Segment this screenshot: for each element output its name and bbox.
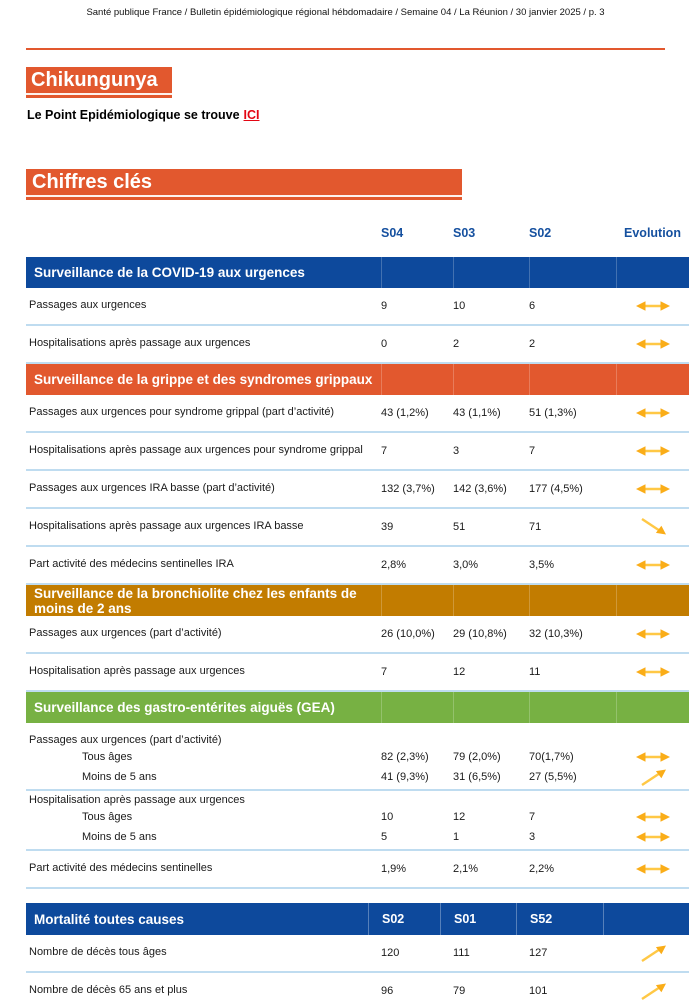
key-figures-table [26, 257, 689, 889]
trend-stable-icon [635, 751, 671, 763]
trend-stable-icon [635, 445, 671, 457]
value-cell: 9 [381, 300, 388, 312]
table-row [26, 433, 689, 471]
trend-stable-icon [635, 831, 671, 843]
value-cell: 132 (3,7%) [381, 483, 435, 495]
evolution-cell [616, 483, 689, 495]
value-cell: 32 (10,3%) [529, 628, 583, 640]
table-subrow [26, 807, 689, 827]
evolution-cell [616, 445, 689, 457]
value-cell: 111 [453, 947, 470, 959]
evolution-cell [616, 628, 689, 640]
col-header-evolution: Evolution [624, 226, 681, 240]
evolution-cell [616, 943, 689, 963]
table-subrow [26, 767, 689, 787]
row-label: Passages aux urgences IRA basse (part d’activité) [29, 482, 275, 495]
trend-stable-icon [635, 407, 671, 419]
value-cell: 1,9% [381, 863, 407, 875]
table-row [26, 471, 689, 509]
note-text: Le Point Epidémiologique se trouve [27, 108, 240, 122]
row-label: Passages aux urgences [29, 299, 147, 312]
evolution-cell [616, 407, 689, 419]
mort-col-s01: S01 [440, 903, 529, 935]
evolution-cell [616, 338, 689, 350]
evolution-cell [616, 666, 689, 678]
value-cell: 3 [529, 831, 536, 843]
table-row [26, 851, 689, 889]
row-label: Moins de 5 ans [82, 831, 157, 843]
table-subrow [26, 827, 689, 847]
table-row [26, 326, 689, 364]
chiffres-cles-title: Chiffres clés [26, 169, 462, 200]
value-cell: 101 [529, 985, 548, 997]
evolution-cell [616, 517, 689, 537]
row-label: Hospitalisations après passage aux urgences pour syndrome grippal [29, 444, 363, 457]
column-header-row [26, 226, 689, 240]
row-label: Passages aux urgences pour syndrome grippal (part d’activité) [29, 406, 335, 419]
trend-up-icon [639, 981, 667, 1000]
value-cell: 177 (4,5%) [529, 483, 583, 495]
evolution-cell [616, 831, 689, 843]
value-cell: 7 [381, 445, 388, 457]
value-cell: 79 (2,0%) [453, 751, 501, 763]
mortality-table [26, 903, 689, 1000]
value-cell: 41 (9,3%) [381, 771, 429, 783]
table-row [26, 509, 689, 547]
value-cell: 0 [381, 338, 388, 350]
table-row [26, 395, 689, 433]
value-cell: 43 (1,1%) [453, 407, 501, 419]
row-group [26, 731, 689, 791]
trend-stable-icon [635, 338, 671, 350]
value-cell: 3,0% [453, 559, 479, 571]
evolution-cell [616, 767, 689, 787]
value-cell: 5 [381, 831, 388, 843]
col-header-s03: S03 [453, 226, 476, 240]
trend-stable-icon [635, 559, 671, 571]
group-label: Passages aux urgences (part d’activité) [29, 734, 222, 746]
section-header [26, 257, 689, 288]
section-title: Surveillance de la grippe et des syndromes grippaux [34, 372, 373, 387]
evolution-cell [616, 559, 689, 571]
value-cell: 70(1,7%) [529, 751, 574, 763]
trend-stable-icon [635, 483, 671, 495]
value-cell: 2,2% [529, 863, 555, 875]
value-cell: 12 [453, 666, 466, 678]
table-row [26, 654, 689, 692]
value-cell: 79 [453, 985, 466, 997]
ici-link[interactable]: ICI [243, 108, 260, 122]
orange-divider [26, 48, 665, 50]
value-cell: 127 [529, 947, 548, 959]
table-row [26, 616, 689, 654]
value-cell: 12 [453, 811, 466, 823]
evolution-cell [616, 300, 689, 312]
trend-stable-icon [635, 628, 671, 640]
trend-stable-icon [635, 300, 671, 312]
section-title: Surveillance de la bronchiolite chez les enfants de moins de 2 ans [34, 585, 357, 616]
trend-stable-icon [635, 863, 671, 875]
row-label: Hospitalisations après passage aux urgences [29, 337, 251, 350]
value-cell: 11 [529, 666, 541, 678]
value-cell: 3,5% [529, 559, 555, 571]
value-cell: 10 [381, 811, 394, 823]
trend-up-icon [639, 767, 667, 787]
trend-up-icon [639, 943, 667, 963]
table-subrow [26, 747, 689, 767]
evolution-cell [616, 981, 689, 1000]
col-header-s02: S02 [529, 226, 552, 240]
row-group [26, 791, 689, 851]
value-cell: 6 [529, 300, 536, 312]
value-cell: 27 (5,5%) [529, 771, 577, 783]
value-cell: 71 [529, 521, 542, 533]
value-cell: 82 (2,3%) [381, 751, 429, 763]
mort-col-s52: S52 [516, 903, 616, 935]
value-cell: 10 [453, 300, 466, 312]
row-label: Part activité des médecins sentinelles IRA [29, 558, 234, 571]
section-header [26, 585, 689, 616]
section-title: Surveillance des gastro-entérites aiguës (GEA) [34, 700, 335, 715]
row-label: Tous âges [82, 811, 133, 823]
value-cell: 142 (3,6%) [453, 483, 507, 495]
value-cell: 2,1% [453, 863, 479, 875]
group-label: Hospitalisation après passage aux urgences [29, 794, 245, 806]
row-label: Nombre de décès tous âges [29, 946, 167, 959]
row-label: Tous âges [82, 751, 133, 763]
value-cell: 2 [529, 338, 536, 350]
row-label: Nombre de décès 65 ans et plus [29, 984, 188, 997]
value-cell: 1 [453, 831, 460, 843]
value-cell: 96 [381, 985, 394, 997]
value-cell: 51 (1,3%) [529, 407, 577, 419]
table-row [26, 973, 689, 1000]
trend-down-icon [639, 517, 667, 537]
value-cell: 51 [453, 521, 466, 533]
row-label: Passages aux urgences (part d’activité) [29, 627, 222, 640]
value-cell: 39 [381, 521, 394, 533]
value-cell: 120 [381, 947, 400, 959]
evolution-cell [616, 863, 689, 875]
trend-stable-icon [635, 666, 671, 678]
mortality-title: Mortalité toutes causes [34, 911, 185, 927]
table-row [26, 288, 689, 326]
mort-col-s02: S02 [368, 903, 453, 935]
value-cell: 7 [529, 811, 536, 823]
section-header [26, 364, 689, 395]
section-header [26, 692, 689, 723]
value-cell: 2 [453, 338, 460, 350]
value-cell: 3 [453, 445, 460, 457]
col-header-s04: S04 [381, 226, 404, 240]
value-cell: 29 (10,8%) [453, 628, 507, 640]
evolution-cell [616, 751, 689, 763]
row-label: Part activité des médecins sentinelles [29, 862, 213, 875]
table-row [26, 935, 689, 973]
row-label: Moins de 5 ans [82, 771, 157, 783]
chikungunya-title: Chikungunya [26, 67, 172, 98]
evolution-cell [616, 811, 689, 823]
value-cell: 7 [381, 666, 388, 678]
mortality-header [26, 903, 689, 935]
value-cell: 2,8% [381, 559, 407, 571]
value-cell: 7 [529, 445, 536, 457]
document-header: Santé publique France / Bulletin épidémiologique régional hébdomadaire / Semaine 04 / La Réunion / 30 janvier 2025 / p. 3 [86, 7, 605, 18]
value-cell: 26 (10,0%) [381, 628, 435, 640]
trend-stable-icon [635, 811, 671, 823]
value-cell: 43 (1,2%) [381, 407, 429, 419]
value-cell: 31 (6,5%) [453, 771, 501, 783]
row-label: Hospitalisation après passage aux urgences [29, 665, 245, 678]
row-label: Hospitalisations après passage aux urgences IRA basse [29, 520, 304, 533]
table-row [26, 547, 689, 585]
section-title: Surveillance de la COVID-19 aux urgences [34, 265, 305, 280]
point-epi-note [27, 108, 691, 122]
